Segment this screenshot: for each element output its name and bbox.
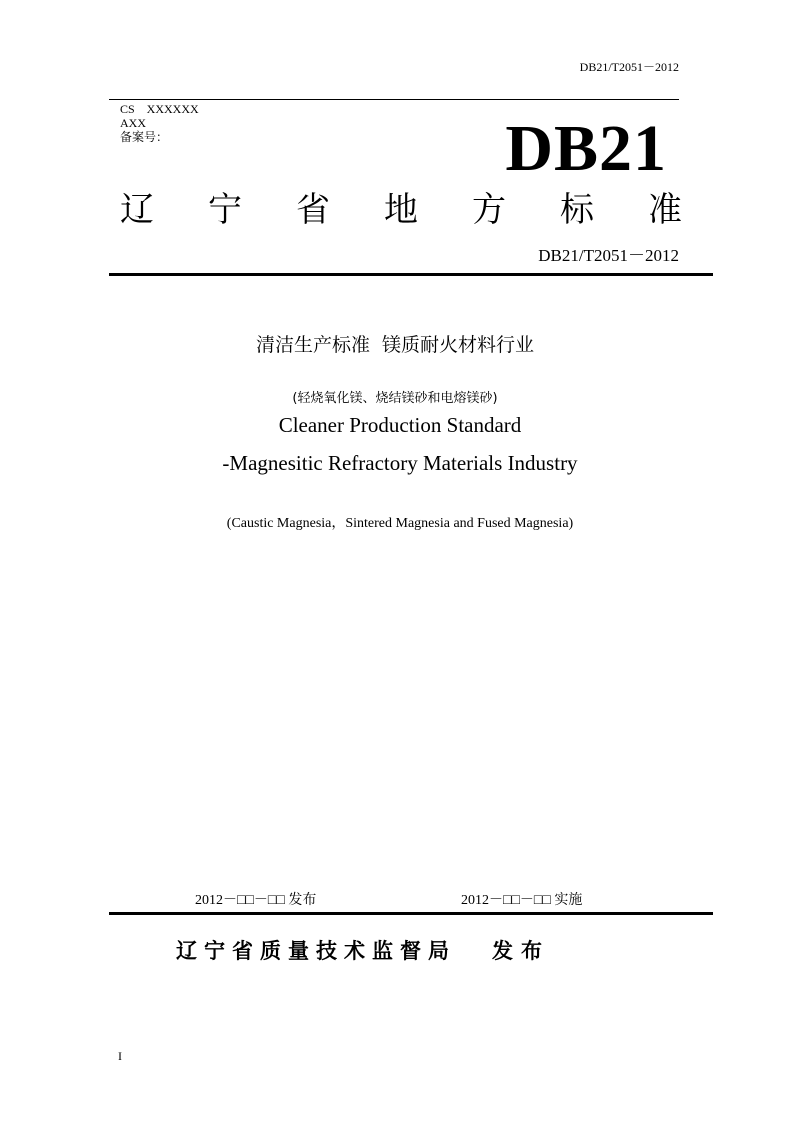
title-char: 辽 bbox=[120, 190, 154, 230]
category-code: AXX bbox=[120, 116, 146, 130]
page-number: I bbox=[118, 1049, 122, 1063]
implementation-date: 2012－□□－□□ 实施 bbox=[461, 893, 583, 908]
main-rule bbox=[109, 273, 713, 276]
title-char: 地 bbox=[384, 190, 418, 230]
english-title-line1: Cleaner Production Standard bbox=[278, 413, 522, 437]
meta-block bbox=[120, 102, 199, 144]
title-char: 标 bbox=[560, 190, 594, 230]
title-char: 省 bbox=[296, 190, 330, 230]
title-char: 方 bbox=[472, 190, 506, 230]
issuer-action: 发布 bbox=[492, 939, 550, 963]
chinese-subtitle: (轻烧氧化镁、烧结镁砂和电熔镁砂) bbox=[292, 391, 498, 406]
header-standard-code: DB21/T2051－2012 bbox=[579, 60, 679, 74]
filing-number-label: 备案号： bbox=[120, 130, 169, 144]
chinese-title: 清洁生产标准 镁质耐火材料行业 bbox=[255, 334, 535, 356]
header-rule bbox=[109, 99, 679, 100]
province-standard-title bbox=[120, 190, 682, 230]
ics-code: CS XXXXXX bbox=[120, 102, 199, 116]
english-title-line2: -Magnesitic Refractory Materials Industry bbox=[222, 451, 578, 475]
issue-date: 2012－□□－□□ 发布 bbox=[195, 893, 317, 908]
standard-number: DB21/T2051－2012 bbox=[538, 246, 679, 265]
title-char: 宁 bbox=[208, 190, 242, 230]
issuer-organization: 辽宁省质量技术监督局 bbox=[176, 939, 456, 963]
bottom-rule bbox=[109, 912, 713, 915]
english-subtitle: (Caustic Magnesia，Sintered Magnesia and Fused Magnesia) bbox=[226, 516, 574, 531]
db21-logo: DB21 bbox=[505, 112, 667, 185]
issuing-authority bbox=[176, 935, 550, 965]
title-char: 准 bbox=[648, 190, 682, 230]
